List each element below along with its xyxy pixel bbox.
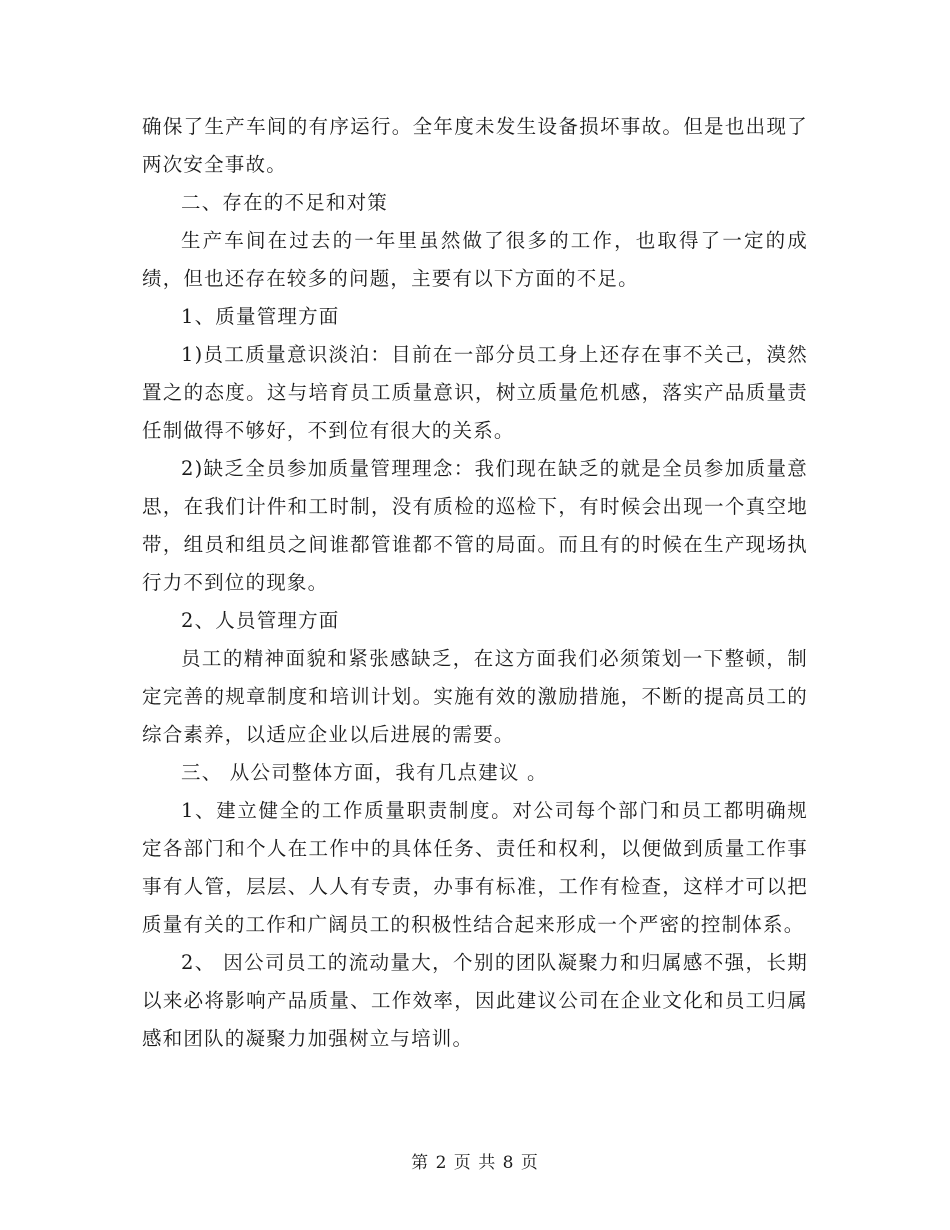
page-footer xyxy=(0,1148,950,1173)
paragraph: 员工的精神面貌和紧张感缺乏，在这方面我们必须策划一下整顿，制定完善的规章制度和培训计划。实施有效的激励措施，不断的提高员工的综合素养，以适应企业以后进展的需要。 xyxy=(142,647,808,746)
paragraph: 2、 因公司员工的流动量大，个别的团队凝聚力和归属感不强，长期以来必将影响产品质量、工作效率，因此建议公司在企业文化和员工归属感和团队的凝聚力加强树立与培训。 xyxy=(142,951,808,1050)
paragraph: 1、建立健全的工作质量职责制度。对公司每个部门和员工都明确规定各部门和个人在工作中的具体任务、责任和权利，以便做到质量工作事事有人管，层层、人人有专责，办事有标准，工作有检查，这样才可以把质量有关的工作和广阔员工的积极性结合起来形成一个严密的控制体系。 xyxy=(142,799,808,936)
section-heading: 二、存在的不足和对策 xyxy=(181,191,389,214)
paragraph: 确保了生产车间的有序运行。全年度未发生设备损坏事故。但是也出现了两次安全事故。 xyxy=(142,115,808,176)
section-heading: 三、 从公司整体方面，我有几点建议 。 xyxy=(181,761,548,784)
paragraph: 2)缺乏全员参加质量管理理念：我们现在缺乏的就是全员参加质量意思，在我们计件和工时制，没有质检的巡检下，有时候会出现一个真空地带，组员和组员之间谁都管谁都不管的局面。而且有的时候在生产现场执行力不到位的现象。 xyxy=(142,457,808,594)
subsection-heading: 2、人员管理方面 xyxy=(181,609,340,632)
document-body xyxy=(142,108,808,1058)
subsection-heading: 1、质量管理方面 xyxy=(181,305,340,328)
paragraph: 生产车间在过去的一年里虽然做了很多的工作，也取得了一定的成绩，但也还存在较多的问题，主要有以下方面的不足。 xyxy=(142,229,808,290)
paragraph: 1)员工质量意识淡泊：目前在一部分员工身上还存在事不关己，漠然置之的态度。这与培育员工质量意识，树立质量危机感，落实产品质量责任制做得不够好，不到位有很大的关系。 xyxy=(142,343,808,442)
page-number: 第 2 页 共 8 页 xyxy=(411,1153,539,1173)
